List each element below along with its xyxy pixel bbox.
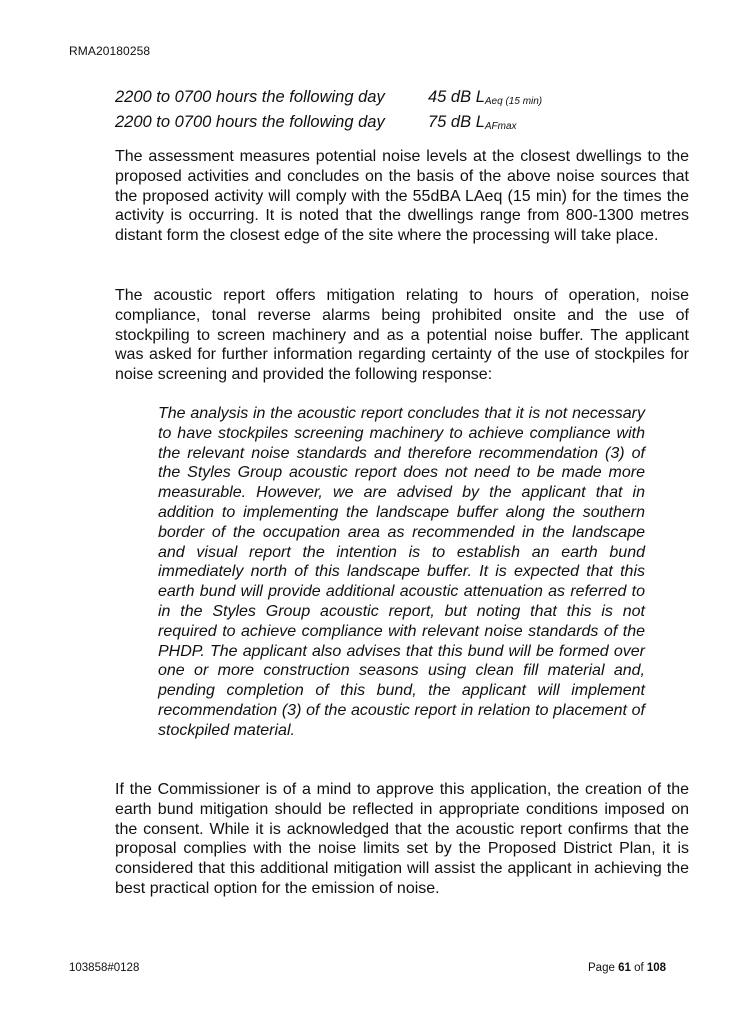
footer-page-number: Page 61 of 108 xyxy=(588,962,667,974)
applicant-response-quote: The analysis in the acoustic report concludes that it is not necessary to have stockpiles screening machinery to achieve compliance with the relevant noise standards and therefore recommendation (3) of the Styles Group acoustic report does not need to be made more measurable. However, we are advised by the applicant that in addition to implementing the landscape buffer along the southern border of the occupation area as recommended in the landscape and visual report the intention is to establish an earth bund immediately north of this landscape buffer. It is expected that this earth bund will provide additional acoustic attenuation as referred to in the Styles Group acoustic report, but noting that this is not required to achieve compliance with relevant noise standards of the PHDP. The applicant also advises that this bund will be formed over one or more construction seasons using clean fill material and, pending completion of this bund, the applicant will implement recommendation (3) of the acoustic report in relation to placement of stockpiled material. xyxy=(158,405,645,739)
noise-limit-value: 75 dB $L_{AFmax}$ xyxy=(428,113,517,132)
acoustic-report-paragraph: The acoustic report offers mitigation relating to hours of operation, noise compliance, tonal reverse alarms being prohibited onsite and the use of stockpiling to screen machinery and as a potential noise buffer. The applicant was asked for further information regarding certainty of the use of stockpiles for noise screening and provided the following response: xyxy=(115,287,689,384)
noise-limit-value: 45 dB $L_{Aeq (15 min)}$ xyxy=(428,88,543,107)
noise-limits-list xyxy=(115,87,542,137)
commissioner-paragraph: If the Commissioner is of a mind to approve this application, the creation of the earth bund mitigation should be reflected in appropriate conditions imposed on the consent. While it is acknowledged that the acoustic report confirms that the proposal complies with the noise limits set by the Proposed District Plan, it is considered that this additional mitigation will assist the applicant in achieving the best practical option for the emission of noise. xyxy=(115,781,689,897)
noise-limit-row xyxy=(115,112,542,137)
noise-limit-period: 2200 to 0700 hours the following day xyxy=(115,88,385,106)
footer-document-id: 103858#0128 xyxy=(69,962,140,974)
noise-limit-row xyxy=(115,87,542,112)
noise-limit-period: 2200 to 0700 hours the following day xyxy=(115,113,385,131)
document-reference: RMA20180258 xyxy=(69,44,151,58)
assessment-paragraph: The assessment measures potential noise levels at the closest dwellings to the proposed activities and concludes on the basis of the above noise sources that the proposed activity will comply with the 55dBA LAeq (15 min) for the times the activity is occurring. It is noted that the dwellings range from 800-1300 metres distant form the closest edge of the site where the processing will take place. xyxy=(115,148,689,245)
